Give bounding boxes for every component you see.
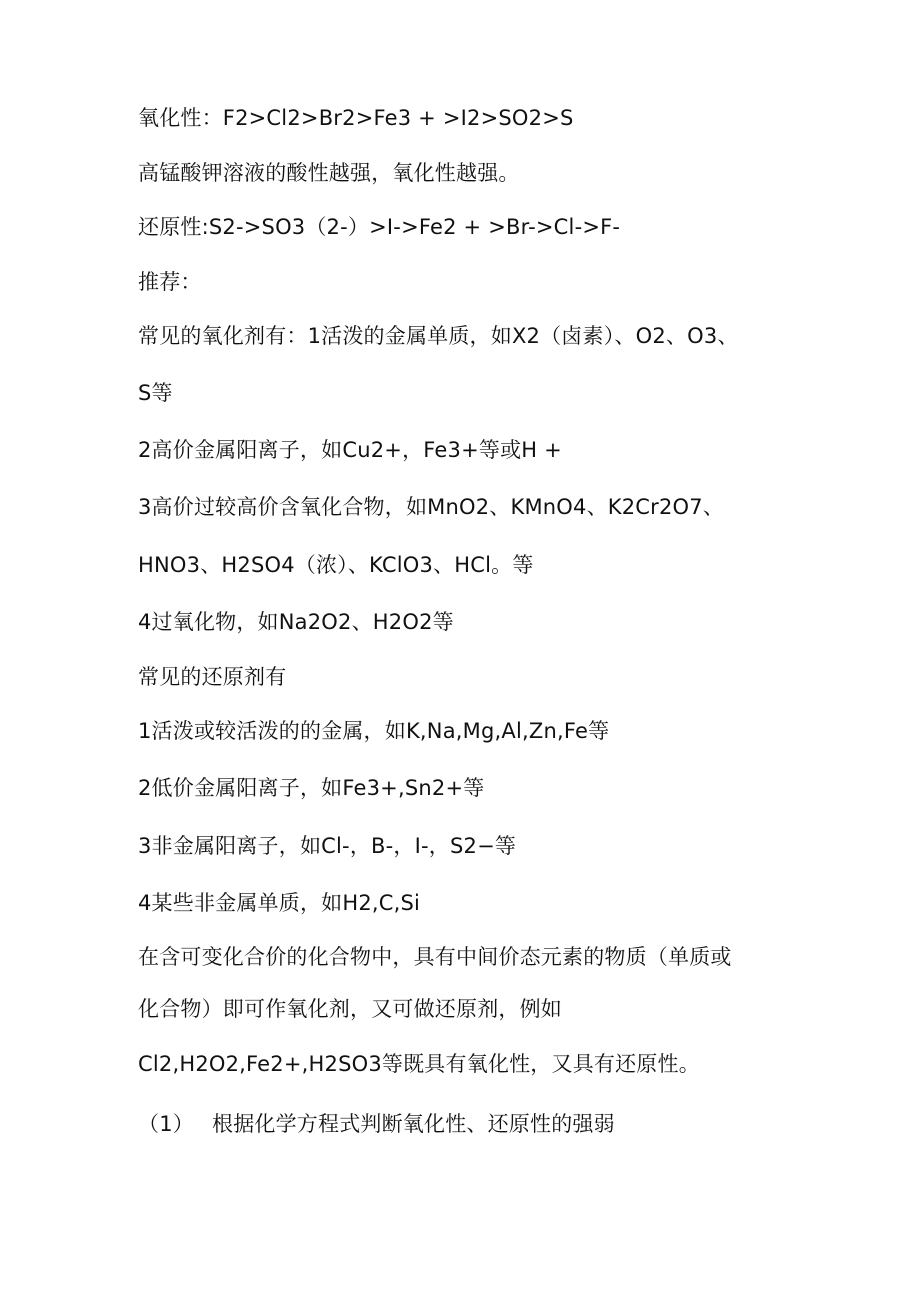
text-line: 2低价金属阳离子，如Fe3+,Sn2+等 xyxy=(138,776,485,800)
heading-number: （1） xyxy=(138,1112,194,1136)
heading-text: 根据化学方程式判断氧化性、还原性的强弱 xyxy=(212,1112,615,1136)
text-line: Cl2,H2O2,Fe2+,H2SO3等既具有氧化性，又具有还原性。 xyxy=(138,1052,700,1076)
text-line: 常见的还原剂有 xyxy=(138,665,287,689)
text-line: 还原性:S2->SO3（2-）>I->Fe2 + >Br->Cl->F- xyxy=(138,215,621,239)
text-line: 4某些非金属单质，如H2,C,Si xyxy=(138,891,421,915)
text-line: 4过氧化物，如Na2O2、H2O2等 xyxy=(138,610,454,634)
text-line: 常见的氧化剂有：1活泼的金属单质，如X2（卤素）、O2、O3、 xyxy=(138,324,739,348)
text-line: HNO3、H2SO4（浓）、KClO3、HCl。等 xyxy=(138,553,534,577)
text-line: 高锰酸钾溶液的酸性越强，氧化性越强。 xyxy=(138,161,520,185)
text-line: 1活泼或较活泼的的金属，如K,Na,Mg,Al,Zn,Fe等 xyxy=(138,719,610,743)
numbered-heading xyxy=(138,1111,615,1137)
text-line: 在含可变化合价的化合物中，具有中间价态元素的物质（单质或 xyxy=(138,945,732,969)
text-line: 2高价金属阳离子，如Cu2+，Fe3+等或H + xyxy=(138,438,562,462)
text-line: 化合物）即可作氧化剂，又可做还原剂，例如 xyxy=(138,997,562,1021)
text-line: 3高价过较高价含氧化合物，如MnO2、KMnO4、K2Cr2O7、 xyxy=(138,495,725,519)
text-line: 3非金属阳离子，如Cl-，B-，I-，S2−等 xyxy=(138,834,517,858)
text-line: 推荐： xyxy=(138,270,202,294)
text-line: 氧化性：F2>Cl2>Br2>Fe3 + >I2>SO2>S xyxy=(138,106,574,130)
text-line: S等 xyxy=(138,381,173,405)
